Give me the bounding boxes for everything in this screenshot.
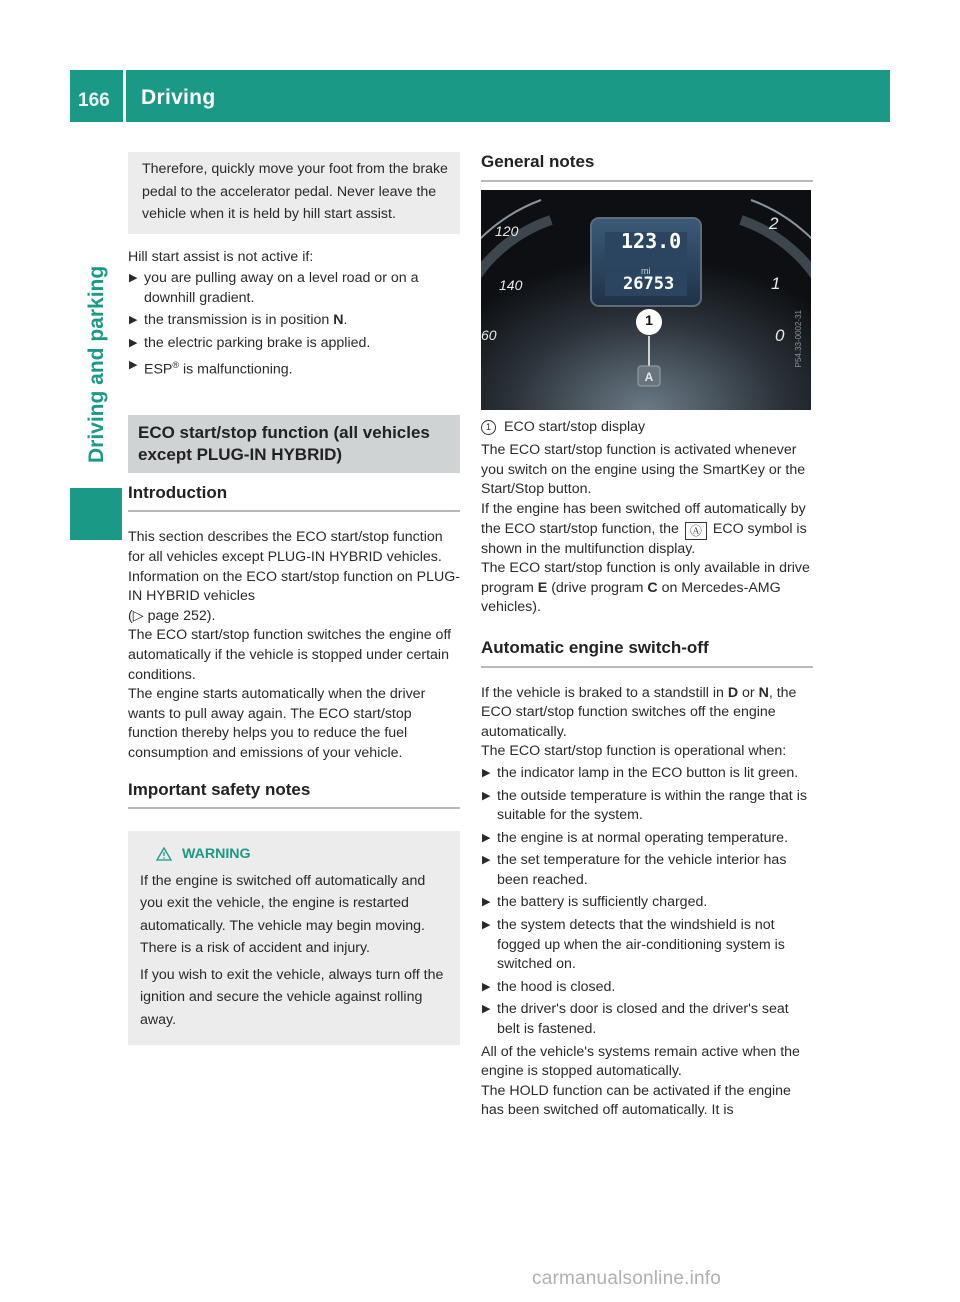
warning-label: WARNING bbox=[182, 846, 251, 863]
bullet-icon: ▶ bbox=[482, 766, 491, 779]
image-code: P54.33-0002-31 bbox=[794, 309, 804, 367]
page-number: 166 bbox=[78, 90, 110, 111]
auto-paragraph-3: All of the vehicle's systems remain active when the engine is stopped automatically. bbox=[481, 1043, 800, 1080]
gauge-label-1: 1 bbox=[771, 273, 781, 293]
eco-symbol-icon: Ⓐ bbox=[685, 522, 707, 540]
general-paragraph-2: If the engine has been switched off automatically by the ECO start/stop function, the Ⓐ ECO symbol is shown in the multifunction display. bbox=[481, 500, 807, 557]
bullet-icon: ▶ bbox=[129, 359, 138, 372]
gauge-label-0: 0 bbox=[775, 325, 785, 345]
auto-paragraph-2: The ECO start/stop function is operational when: bbox=[481, 743, 787, 760]
general-notes-heading: General notes bbox=[481, 152, 813, 182]
chapter-side-title: Driving and parking bbox=[85, 265, 108, 463]
bullet-icon: ▶ bbox=[482, 854, 491, 867]
bullet-icon: ▶ bbox=[129, 314, 138, 327]
list-item: ▶ the system detects that the windshield is not fogged up when the air-conditioning system is switched on. bbox=[482, 917, 785, 973]
left-column bbox=[128, 152, 460, 1045]
general-paragraph-1: The ECO start/stop function is activated whenever you switch on the engine using the SmartKey or the Start/Stop button. bbox=[481, 442, 806, 498]
auto-switch-off-heading: Automatic engine switch-off bbox=[481, 638, 813, 668]
gauge-label-140: 140 bbox=[499, 276, 523, 293]
list-item: ▶ the hood is closed. bbox=[481, 978, 813, 998]
eco-section-heading: ECO start/stop function (all vehicles except PLUG-IN HYBRID) bbox=[128, 415, 460, 473]
note-box bbox=[128, 152, 460, 234]
hill-start-list bbox=[128, 269, 460, 381]
intro-paragraph-3: The engine starts automatically when the driver wants to pull away again. The ECO start/stop function thereby helps you to reduce the fuel consumption and emissions of your vehicle. bbox=[128, 686, 426, 761]
odometer-readout: 26753 bbox=[623, 273, 675, 294]
eco-start-stop-icon: A bbox=[644, 369, 654, 384]
bullet-icon: ▶ bbox=[482, 896, 491, 909]
callout-marker: 1 bbox=[645, 311, 653, 328]
bullet-icon: ▶ bbox=[482, 831, 491, 844]
page-reference-link[interactable]: (▷ page 252). bbox=[128, 607, 216, 624]
list-item: ▶ the transmission is in position N. bbox=[128, 311, 460, 331]
bullet-icon: ▶ bbox=[129, 272, 138, 285]
list-item: ▶ the engine is at normal operating temperature. bbox=[481, 829, 813, 849]
instrument-cluster-photo bbox=[481, 190, 811, 410]
eco-conditions-list bbox=[481, 764, 813, 1040]
watermark: carmanualsonline.info bbox=[532, 1268, 722, 1289]
warning-box bbox=[128, 831, 460, 1045]
right-column bbox=[481, 152, 813, 1121]
safety-heading: Important safety notes bbox=[128, 780, 460, 810]
header-divider bbox=[123, 70, 126, 122]
running-head: Driving bbox=[141, 86, 216, 109]
list-item: ▶ the electric parking brake is applied. bbox=[128, 334, 460, 354]
caption-callout-icon: 1 bbox=[481, 420, 496, 435]
gauge-label-120: 120 bbox=[495, 222, 519, 239]
bullet-icon: ▶ bbox=[129, 336, 138, 349]
note-text: Therefore, quickly move your foot from the brake pedal to the accelerator pedal. Never leave the vehicle when it is held by hill start assist. bbox=[142, 161, 448, 222]
speed-readout: 123.0 bbox=[621, 228, 682, 253]
bullet-icon: ▶ bbox=[482, 980, 491, 993]
list-item: ▶ ESP® is malfunctioning. bbox=[128, 356, 460, 380]
intro-paragraph-1: This section describes the ECO start/stop function for all vehicles except PLUG-IN HYBRID vehicles. Information on the ECO start/stop function on PLUG-IN HYBRID vehicles (▷ page 252). bbox=[128, 529, 460, 624]
list-item: ▶ the driver's door is closed and the driver's seat belt is fastened. bbox=[482, 1001, 789, 1038]
gauge-label-60: 60 bbox=[481, 326, 497, 343]
list-item: ▶ the indicator lamp in the ECO button is lit green. bbox=[481, 764, 813, 784]
bullet-icon: ▶ bbox=[482, 1003, 491, 1016]
warning-text-1: If the engine is switched off automatically and you exit the vehicle, the engine is restarted automatically. The vehicle may begin moving. There is a risk of accident and injury. bbox=[140, 872, 426, 957]
chapter-marker bbox=[70, 488, 122, 540]
list-item: ▶ you are pulling away on a level road or on a downhill gradient. bbox=[129, 270, 419, 306]
list-item: ▶ the battery is sufficiently charged. bbox=[481, 893, 813, 913]
bullet-icon: ▶ bbox=[482, 919, 491, 932]
list-item: ▶ the outside temperature is within the range that is suitable for the system. bbox=[482, 787, 807, 824]
introduction-heading: Introduction bbox=[128, 483, 460, 513]
bullet-icon: ▶ bbox=[482, 789, 491, 802]
photo-caption: 1 ECO start/stop display bbox=[481, 418, 813, 438]
hill-start-intro: Hill start assist is not active if: bbox=[128, 248, 314, 265]
auto-paragraph-4: The HOLD function can be activated if the engine has been switched off automatically. It is bbox=[481, 1082, 791, 1119]
gauge-label-2: 2 bbox=[769, 213, 779, 233]
auto-paragraph-1: If the vehicle is braked to a standstill in D or N, the ECO start/stop function switches off the engine automatically. bbox=[481, 684, 797, 740]
general-paragraph-3: The ECO start/stop function is only available in drive program E (drive program C on Mercedes-AMG vehicles). bbox=[481, 560, 810, 616]
warning-triangle-icon bbox=[156, 847, 172, 861]
speed-unit: mi bbox=[641, 265, 651, 276]
intro-paragraph-2: The ECO start/stop function switches the engine off automatically if the vehicle is stopped under certain conditions. bbox=[128, 627, 452, 683]
warning-header bbox=[140, 843, 450, 866]
warning-text-2: If you wish to exit the vehicle, always turn off the ignition and secure the vehicle against rolling away. bbox=[140, 966, 444, 1028]
list-item: ▶ the set temperature for the vehicle interior has been reached. bbox=[482, 852, 787, 888]
